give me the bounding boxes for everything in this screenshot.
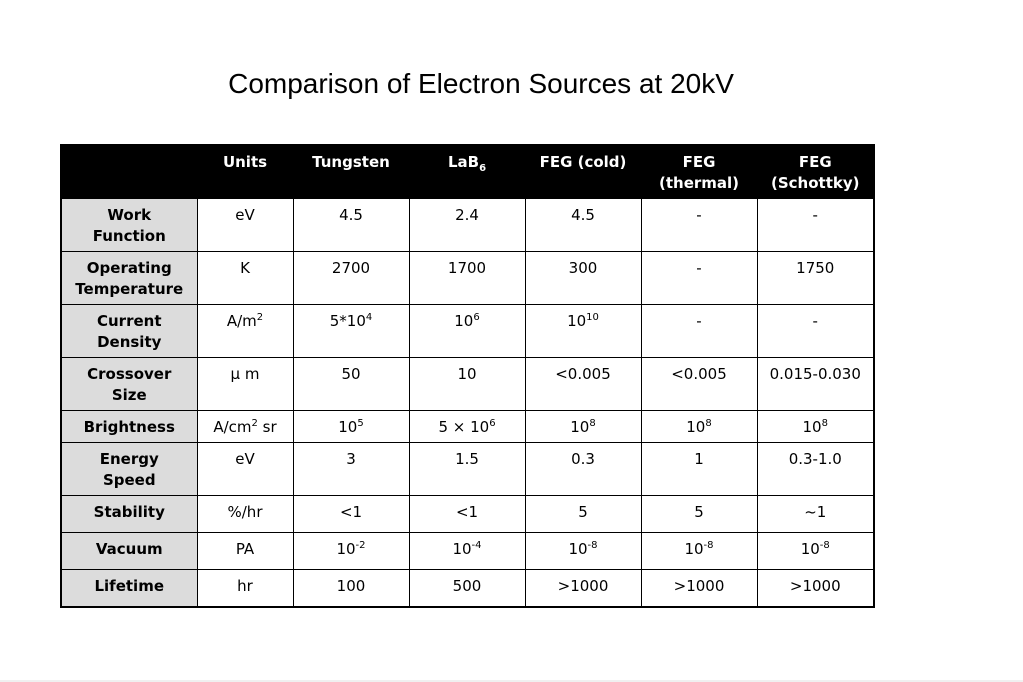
row-label-line1: Crossover (87, 365, 172, 383)
cell-lab6 (409, 533, 525, 570)
value-base: 5 × 10 (438, 418, 490, 436)
row-label-line1: Energy (99, 450, 159, 468)
cell-feg-cold: 0.3 (525, 443, 641, 496)
header-feg-thermal (641, 145, 757, 199)
header-tungsten: Tungsten (293, 145, 409, 199)
cell-feg-thermal: - (641, 305, 757, 358)
cell-units: eV (197, 199, 293, 252)
cell-lab6: 10 (409, 358, 525, 411)
cell-lab6: 2.4 (409, 199, 525, 252)
value-superscript: -8 (819, 540, 830, 551)
row-label-stability: Stability (61, 496, 197, 533)
row-label-line2: Function (92, 227, 166, 245)
cell-feg-cold: >1000 (525, 570, 641, 607)
cell-feg-thermal: <0.005 (641, 358, 757, 411)
cell-units (197, 305, 293, 358)
cell-tungsten: <1 (293, 496, 409, 533)
cell-feg-cold (525, 305, 641, 358)
row-label-operating-temperature (61, 252, 197, 305)
table-row-current-density (61, 305, 874, 358)
table-row-brightness (61, 411, 874, 443)
cell-feg-schottky (757, 411, 874, 443)
cell-feg-thermal (641, 411, 757, 443)
cell-feg-cold: 4.5 (525, 199, 641, 252)
cell-tungsten: 100 (293, 570, 409, 607)
row-label-line1: Current (96, 312, 162, 330)
value-base: 10 (684, 540, 704, 558)
value-base: 10 (686, 418, 706, 436)
cell-tungsten (293, 411, 409, 443)
cell-feg-cold: <0.005 (525, 358, 641, 411)
cell-lab6: <1 (409, 496, 525, 533)
value-superscript: -8 (703, 540, 714, 551)
cell-lab6: 1.5 (409, 443, 525, 496)
value-superscript: -2 (355, 540, 366, 551)
row-label-work-function (61, 199, 197, 252)
value-superscript: 5 (357, 418, 364, 429)
cell-feg-schottky: >1000 (757, 570, 874, 607)
cell-units: PA (197, 533, 293, 570)
table-row-crossover-size (61, 358, 874, 411)
cell-tungsten: 3 (293, 443, 409, 496)
cell-feg-cold: 5 (525, 496, 641, 533)
cell-feg-cold (525, 533, 641, 570)
cell-feg-cold (525, 411, 641, 443)
cell-feg-thermal (641, 533, 757, 570)
row-label-crossover-size (61, 358, 197, 411)
row-label-current-density (61, 305, 197, 358)
header-lab6-base: LaB (447, 153, 480, 171)
row-label-vacuum: Vacuum (61, 533, 197, 570)
cell-lab6: 1700 (409, 252, 525, 305)
header-lab6 (409, 145, 525, 199)
row-label-line2: Size (111, 386, 147, 404)
cell-lab6: 500 (409, 570, 525, 607)
table-row-energy-speed (61, 443, 874, 496)
cell-feg-thermal: >1000 (641, 570, 757, 607)
value-base: 10 (452, 540, 472, 558)
cell-tungsten (293, 305, 409, 358)
table-row-vacuum (61, 533, 874, 570)
cell-units: eV (197, 443, 293, 496)
row-label-energy-speed (61, 443, 197, 496)
header-feg-thermal-line2: (thermal) (658, 174, 740, 192)
cell-units: K (197, 252, 293, 305)
value-base: 5*10 (329, 312, 366, 330)
value-superscript: 10 (586, 312, 599, 323)
value-superscript: -4 (471, 540, 482, 551)
cell-units: μ m (197, 358, 293, 411)
table-row-lifetime (61, 570, 874, 607)
row-label-line1: Work (107, 206, 152, 224)
value-superscript: 4 (365, 312, 373, 323)
header-feg-schottky-line1: FEG (798, 153, 832, 171)
cell-units: hr (197, 570, 293, 607)
table-row-stability (61, 496, 874, 533)
cell-feg-thermal: 1 (641, 443, 757, 496)
comparison-table (60, 144, 875, 608)
cell-feg-thermal: 5 (641, 496, 757, 533)
value-base: 10 (336, 540, 356, 558)
value-base: 10 (802, 418, 822, 436)
cell-feg-schottky: - (757, 305, 874, 358)
value-base: A/m (226, 312, 257, 330)
value-base: 10 (800, 540, 820, 558)
header-feg-thermal-line1: FEG (682, 153, 716, 171)
cell-feg-thermal: - (641, 199, 757, 252)
value-base: 10 (570, 418, 590, 436)
cell-feg-schottky: 0.3-1.0 (757, 443, 874, 496)
cell-lab6 (409, 305, 525, 358)
cell-feg-schottky (757, 533, 874, 570)
table-row-work-function (61, 199, 874, 252)
slide-title: Comparison of Electron Sources at 20kV (228, 68, 734, 99)
header-feg-schottky-line2: (Schottky) (771, 174, 860, 192)
value-superscript: 2 (251, 418, 258, 429)
row-label-line2: Speed (102, 471, 156, 489)
header-feg-schottky (757, 145, 874, 199)
header-corner-cell (61, 145, 197, 199)
header-units: Units (197, 145, 293, 199)
cell-tungsten: 2700 (293, 252, 409, 305)
value-tail: sr (257, 418, 277, 436)
cell-feg-schottky: 1750 (757, 252, 874, 305)
value-base: 10 (568, 540, 588, 558)
cell-feg-schottky: ~1 (757, 496, 874, 533)
cell-feg-thermal: - (641, 252, 757, 305)
cell-units (197, 411, 293, 443)
header-lab6-subscript: 6 (479, 163, 487, 174)
cell-units: %/hr (197, 496, 293, 533)
row-label-line2: Temperature (75, 280, 184, 298)
cell-lab6 (409, 411, 525, 443)
cell-tungsten (293, 533, 409, 570)
cell-tungsten: 4.5 (293, 199, 409, 252)
value-superscript: -8 (587, 540, 598, 551)
table-row-operating-temperature (61, 252, 874, 305)
header-feg-cold: FEG (cold) (525, 145, 641, 199)
cell-feg-cold: 300 (525, 252, 641, 305)
cell-feg-schottky: - (757, 199, 874, 252)
cell-tungsten: 50 (293, 358, 409, 411)
row-label-brightness: Brightness (61, 411, 197, 443)
row-label-line1: Operating (86, 259, 172, 277)
value-superscript: 2 (256, 312, 264, 323)
value-superscript: 8 (821, 418, 828, 429)
value-superscript: 8 (705, 418, 712, 429)
value-superscript: 6 (489, 418, 496, 429)
table-header-row (61, 145, 874, 199)
cell-feg-schottky: 0.015-0.030 (757, 358, 874, 411)
value-superscript: 8 (589, 418, 596, 429)
row-label-lifetime: Lifetime (61, 570, 197, 607)
value-base: 10 (567, 312, 587, 330)
value-superscript: 6 (473, 312, 480, 323)
value-base: 10 (454, 312, 474, 330)
row-label-line2: Density (97, 333, 162, 351)
value-base: 10 (338, 418, 358, 436)
value-base: A/cm (213, 418, 252, 436)
